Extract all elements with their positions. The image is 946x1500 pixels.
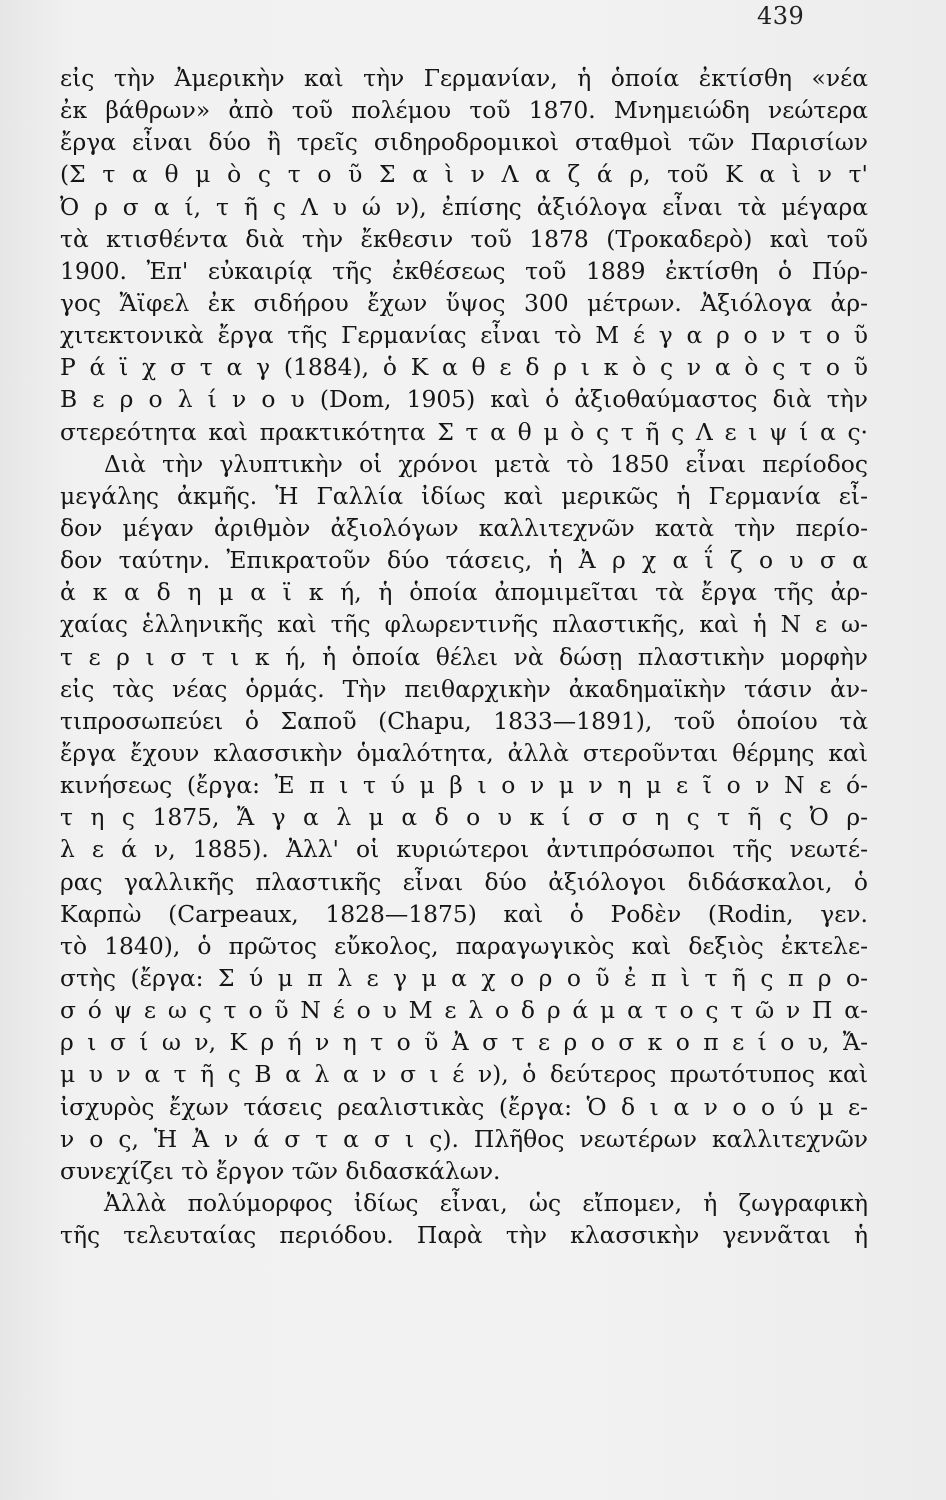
text-line: Ἀλλὰ πολύμορφος ἰδίως εἶναι, ὡς εἴπομεν, ἡ ζωγραφικὴ	[104, 1188, 868, 1217]
text-line: Β ε ρ ο λ ί ν ο υ (Dom, 1905) καὶ ὁ ἀξιοθαύμαστος διὰ τὴν	[60, 385, 868, 414]
text-line: ν ο ς, Ἡ Ἀ ν ά σ τ α σ ι ς). Πλῆθος νεωτέρων καλλιτεχνῶν	[60, 1124, 868, 1153]
text-line: ἔργα εἶναι δύο ἢ τρεῖς σιδηροδρομικοὶ σταθμοὶ τῶν Παρισίων	[60, 128, 868, 157]
text-line: μ υ ν α τ ῆ ς Β α λ α ν σ ι έ ν), ὁ δεύτερος πρωτότυπος καὶ	[60, 1060, 868, 1089]
text-line: στὴς (ἔργα: Σ ύ μ π λ ε γ μ α χ ο ρ ο ῦ ἐ π ὶ τ ῆ ς π ρ ο-	[60, 963, 868, 992]
text-line: εἰς τὰς νέας ὁρμάς. Τὴν πειθαρχικὴν ἀκαδημαϊκὴν τάσιν ἀν-	[60, 674, 868, 703]
text-line: τ η ς 1875, Ἄ γ α λ μ α δ ο υ κ ί σ σ η ς τ ῆ ς Ὀ ρ-	[60, 803, 868, 832]
text-line: τὰ κτισθέντα διὰ τὴν ἔκθεσιν τοῦ 1878 (Τροκαδερὸ) καὶ τοῦ	[60, 224, 868, 253]
text-line: ἰσχυρὸς ἔχων τάσεις ρεαλιστικὰς (ἔργα: Ὁ δ ι α ν ο ο ύ μ ε-	[60, 1092, 868, 1121]
text-line: δον μέγαν ἀριθμὸν ἀξιολόγων καλλιτεχνῶν κατὰ τὴν περίο-	[60, 513, 868, 542]
text-line: χιτεκτονικὰ ἔργα τῆς Γερμανίας εἶναι τὸ Μ έ γ α ρ ο ν τ ο ῦ	[60, 321, 868, 350]
text-line: ρας γαλλικῆς πλαστικῆς εἶναι δύο ἀξιόλογοι διδάσκαλοι, ὁ	[60, 867, 868, 896]
text-line: γος Ἄϊφελ ἐκ σιδήρου ἔχων ὕψος 300 μέτρων. Ἀξιόλογα ἀρ-	[60, 288, 868, 317]
text-line: (Σ τ α θ μ ὸ ς τ ο ῦ Σ α ὶ ν Λ α ζ ά ρ, τοῦ Κ α ὶ ν τ'	[60, 160, 868, 189]
text-line: στερεότητα καὶ πρακτικότητα Σ τ α θ μ ὸ ς τ ῆ ς Λ ε ι ψ ί α ς·	[60, 417, 868, 446]
text-line: Ρ ά ϊ χ σ τ α γ (1884), ὁ Κ α θ ε δ ρ ι κ ὸ ς ν α ὸ ς τ ο ῦ	[60, 353, 868, 382]
text-line: μεγάλης ἀκμῆς. Ἡ Γαλλία ἰδίως καὶ μερικῶς ἡ Γερμανία εἶ-	[60, 481, 868, 510]
text-line: τ ε ρ ι σ τ ι κ ή, ἡ ὁποία θέλει νὰ δώσῃ πλαστικὴν μορφὴν	[60, 642, 868, 671]
text-line: λ ε ά ν, 1885). Ἀλλ' οἱ κυριώτεροι ἀντιπρόσωποι τῆς νεωτέ-	[60, 835, 868, 864]
text-line: σ ό ψ ε ω ς τ ο ῦ Ν έ ο υ Μ ε λ ο δ ρ ά μ α τ ο ς τ ῶ ν Π α-	[60, 996, 868, 1025]
text-line: κινήσεως (ἔργα: Ἐ π ι τ ύ μ β ι ο ν μ ν η μ ε ῖ ο ν Ν ε ό-	[60, 771, 868, 800]
text-line: τὸ 1840), ὁ πρῶτος εὔκολος, παραγωγικὸς καὶ δεξιὸς ἐκτελε-	[60, 931, 868, 960]
text-line: χαίας ἑλληνικῆς καὶ τῆς φλωρεντινῆς πλαστικῆς, καὶ ἡ Ν ε ω-	[60, 610, 868, 639]
body-text	[60, 62, 868, 1251]
text-line: 1900. Ἐπ' εὐκαιρίᾳ τῆς ἐκθέσεως τοῦ 1889 ἐκτίσθη ὁ Πύρ-	[60, 256, 868, 285]
text-line: Καρπὼ (Carpeaux, 1828—1875) καὶ ὁ Ροδὲν (Rodin, γεν.	[60, 899, 868, 928]
text-line: τιπροσωπεύει ὁ Σαποῦ (Chapu, 1833—1891), τοῦ ὁποίου τὰ	[60, 706, 868, 735]
text-line: ἀ κ α δ η μ α ϊ κ ή, ἡ ὁποία ἀπομιμεῖται τὰ ἔργα τῆς ἀρ-	[60, 578, 868, 607]
text-line: ἐκ βάθρων» ἀπὸ τοῦ πολέμου τοῦ 1870. Μνημειώδη νεώτερα	[60, 96, 868, 125]
text-line: ἔργα ἔχουν κλασσικὴν ὁμαλότητα, ἀλλὰ στεροῦνται θέρμης καὶ	[60, 738, 868, 767]
text-line: συνεχίζει τὸ ἔργον τῶν διδασκάλων.	[60, 1156, 501, 1185]
text-line: εἰς τὴν Ἀμερικὴν καὶ τὴν Γερμανίαν, ἡ ὁποία ἐκτίσθη «νέα	[60, 64, 868, 92]
text-line: Ὀ ρ σ α ί, τ ῆ ς Λ υ ώ ν), ἐπίσης ἀξιόλογα εἶναι τὰ μέγαρα	[60, 192, 868, 221]
text-line: Διὰ τὴν γλυπτικὴν οἱ χρόνοι μετὰ τὸ 1850 εἶναι περίοδος	[104, 449, 868, 478]
text-line: ρ ι σ ί ω ν, Κ ρ ή ν η τ ο ῦ Ἀ σ τ ε ρ ο σ κ ο π ε ί ο υ, Ἄ-	[60, 1028, 868, 1057]
text-line: δον ταύτην. Ἐπικρατοῦν δύο τάσεις, ἡ Ἀ ρ χ α ΐ ζ ο υ σ α	[60, 546, 868, 575]
page-number: 439	[757, 2, 805, 30]
text-line: τῆς τελευταίας περιόδου. Παρὰ τὴν κλασσικὴν γεννᾶται ἡ	[60, 1221, 868, 1250]
